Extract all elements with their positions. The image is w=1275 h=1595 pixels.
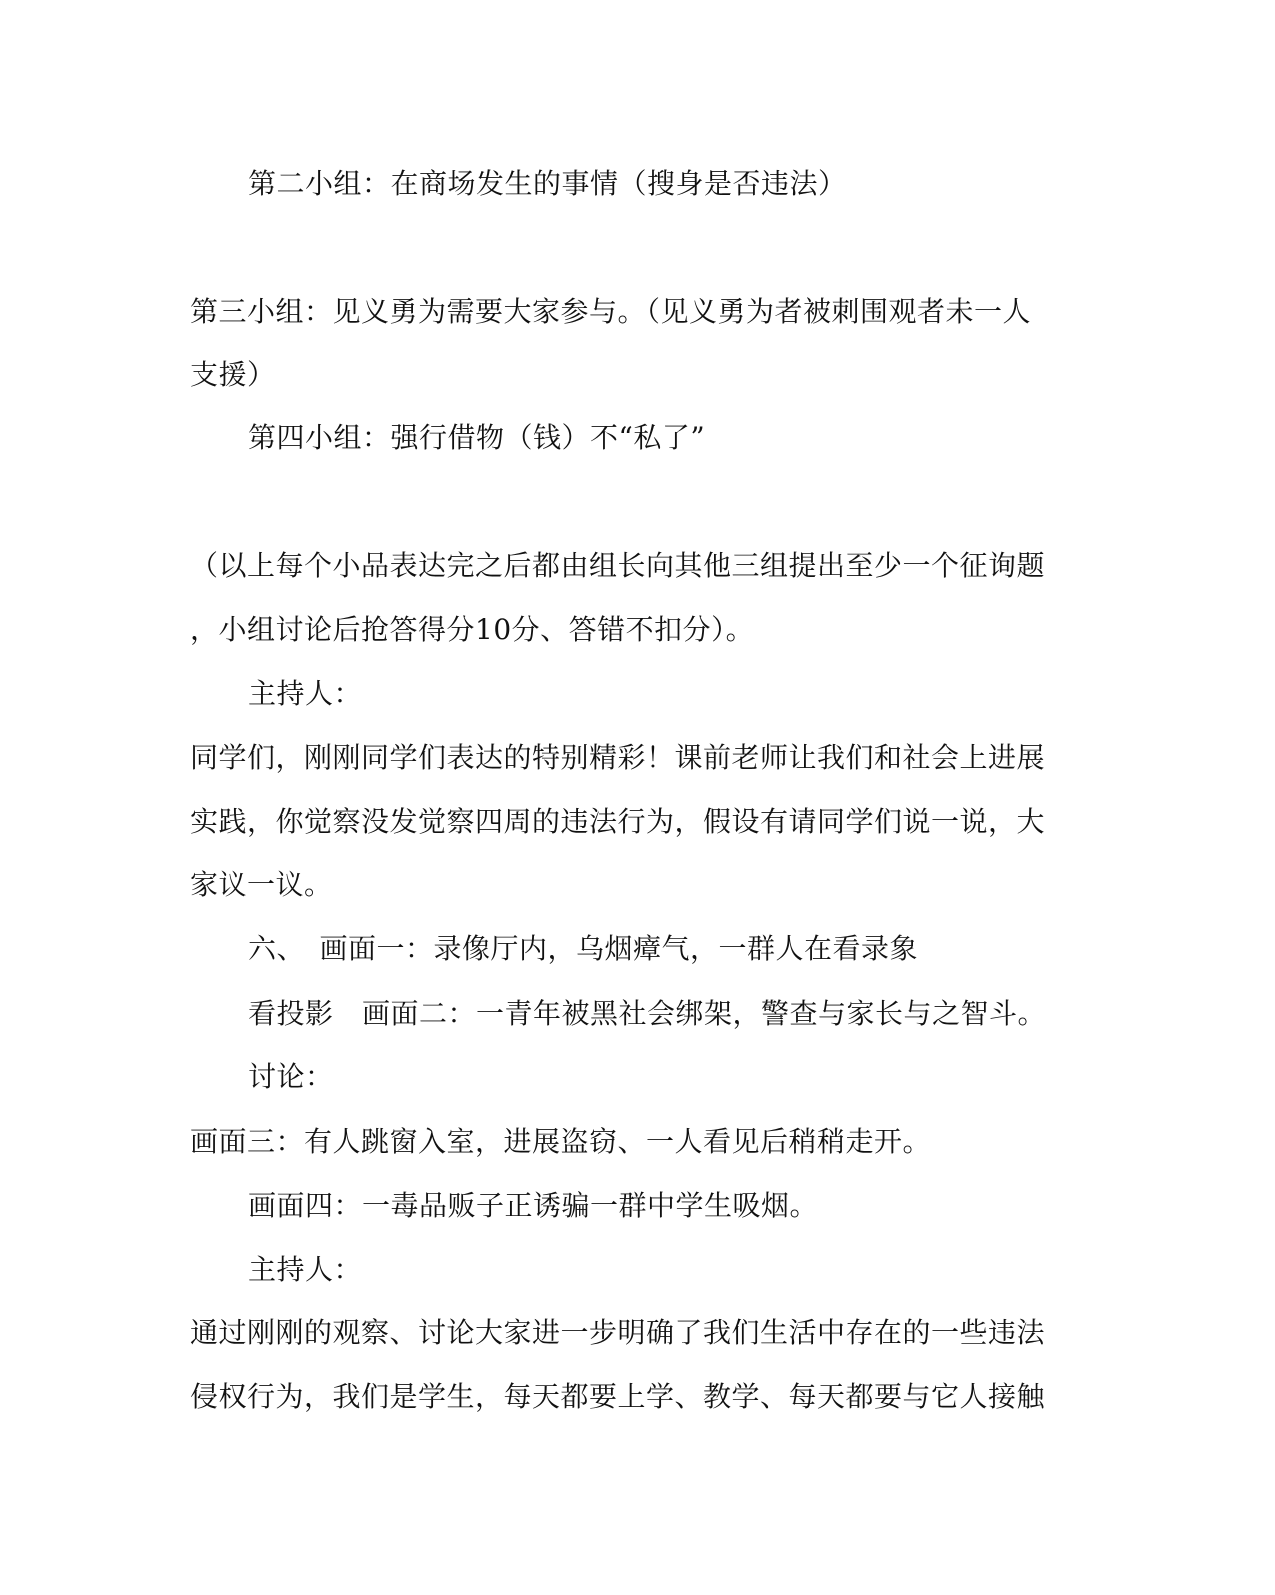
paragraph-line: 侵权行为，我们是学生，每天都要上学、教学、每天都要与它人接触 — [190, 1380, 1046, 1413]
paragraph-line: 实践，你觉察没发觉察四周的违法行为，假设有请同学们说一说，大 — [190, 805, 1046, 838]
paragraph-line: ，小组讨论后抢答得分10分、答错不扣分）。 — [190, 613, 755, 646]
paragraph-line: 主持人： — [248, 677, 363, 710]
paragraph-line: （以上每个小品表达完之后都由组长向其他三组提出至少一个征询题 — [190, 549, 1046, 582]
paragraph-line: 通过刚刚的观察、讨论大家进一步明确了我们生活中存在的一些违法 — [190, 1316, 1046, 1349]
paragraph-line: 支援） — [190, 358, 276, 391]
paragraph-line: 主持人： — [248, 1253, 363, 1286]
paragraph-line: 看投影 画面二：一青年被黑社会绑架，警查与家长与之智斗。 — [248, 997, 1047, 1030]
paragraph-line: 第四小组：强行借物（钱）不“私了” — [248, 421, 706, 454]
paragraph-line: 画面四：一毒品贩子正诱骗一群中学生吸烟。 — [248, 1189, 819, 1222]
paragraph-line: 同学们，刚刚同学们表达的特别精彩！课前老师让我们和社会上进展 — [190, 741, 1046, 774]
paragraph-line: 六、 画面一：录像厅内，乌烟瘴气，一群人在看录象 — [248, 932, 919, 965]
paragraph-line: 第三小组：见义勇为需要大家参与。（见义勇为者被刺围观者未一人 — [190, 295, 1032, 328]
paragraph-line: 家议一议。 — [190, 868, 333, 901]
paragraph-line: 讨论： — [248, 1060, 334, 1093]
paragraph-line: 画面三：有人跳窗入室，进展盗窃、一人看见后稍稍走开。 — [190, 1125, 932, 1158]
paragraph-line: 第二小组：在商场发生的事情（搜身是否违法） — [248, 167, 847, 200]
